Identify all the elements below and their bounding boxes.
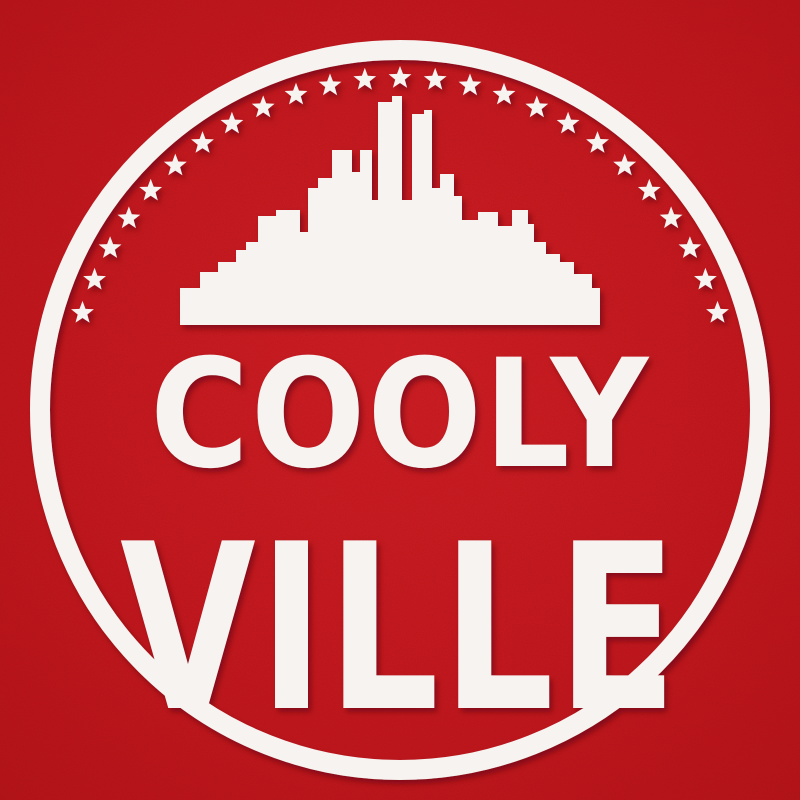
title-line-cooly: COOLY [150,328,651,502]
title-line-ville: VILLE [120,496,680,763]
